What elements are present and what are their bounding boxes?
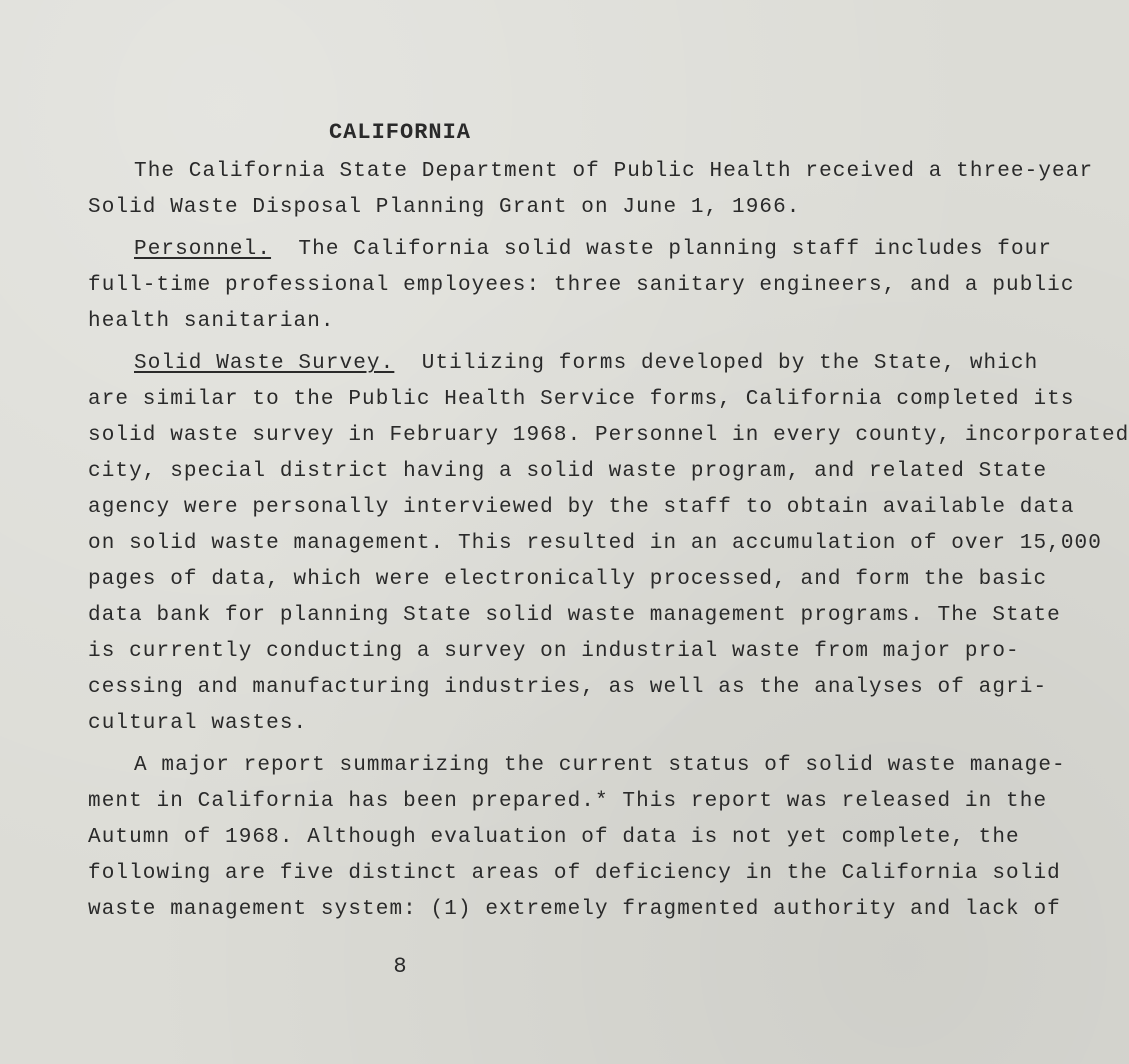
paragraph-4-line-4: following are five distinct areas of deficiency in the California solid (88, 862, 1061, 885)
paragraph-2-line-3: health sanitarian. (88, 310, 335, 333)
paragraph-2-line-2: full-time professional employees: three sanitary engineers, and a public (88, 274, 1075, 297)
solid-waste-survey-label: Solid Waste Survey. (134, 352, 395, 375)
paragraph-1-line-1: The California State Department of Public Health received a three-year (134, 160, 1094, 183)
paragraph-4-line-5: waste management system: (1) extremely fragmented authority and lack of (88, 898, 1061, 921)
personnel-label: Personnel. (134, 238, 272, 261)
paragraph-1-line-2: Solid Waste Disposal Planning Grant on June 1, 1966. (88, 196, 801, 219)
paragraph-2-line-1: Personnel. The California solid waste planning staff includes four (134, 238, 1053, 261)
page-heading: CALIFORNIA (328, 120, 472, 145)
paragraph-3-line-8: data bank for planning State solid waste management programs. The State (88, 604, 1061, 627)
paragraph-4-line-2: ment in California has been prepared.* This report was released in the (88, 790, 1048, 813)
paragraph-4-line-1: A major report summarizing the current status of solid waste manage- (134, 754, 1066, 777)
paragraph-3-line-7: pages of data, which were electronically processed, and form the basic (88, 568, 1048, 591)
paragraph-3-line-5: agency were personally interviewed by the staff to obtain available data (88, 496, 1075, 519)
paragraph-3-line-2: are similar to the Public Health Service forms, California completed its (88, 388, 1075, 411)
paragraph-3-line-4: city, special district having a solid waste program, and related State (88, 460, 1048, 483)
page-number: 8 (393, 954, 407, 979)
paragraph-3-line-11: cultural wastes. (88, 712, 308, 735)
paragraph-4-line-3: Autumn of 1968. Although evaluation of data is not yet complete, the (88, 826, 1020, 849)
paragraph-3-line-6: on solid waste management. This resulted in an accumulation of over 15,000 (88, 532, 1102, 555)
paragraph-3-line-1: Solid Waste Survey. Utilizing forms developed by the State, which (134, 352, 1039, 375)
paragraph-3-line-9: is currently conducting a survey on industrial waste from major pro- (88, 640, 1020, 663)
paragraph-3-line-3: solid waste survey in February 1968. Personnel in every county, incorporated (88, 424, 1129, 447)
paragraph-3-line-10: cessing and manufacturing industries, as well as the analyses of agri- (88, 676, 1048, 699)
